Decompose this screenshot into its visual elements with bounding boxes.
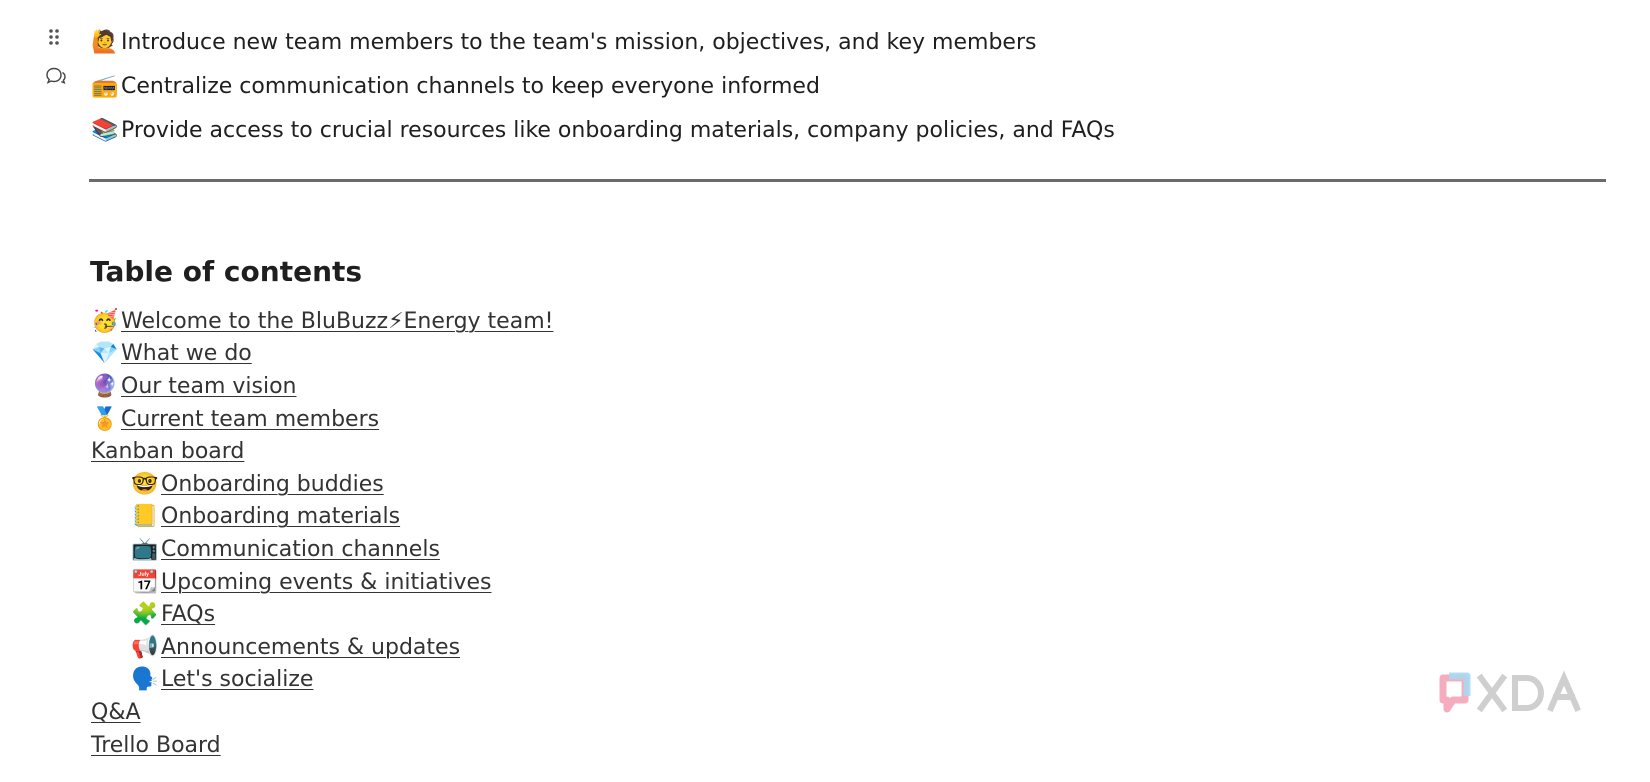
goal-emoji-icon: 📚 bbox=[91, 117, 119, 143]
toc-link[interactable] bbox=[131, 667, 313, 692]
toc-emoji-icon: 📆 bbox=[131, 569, 159, 595]
toc-link[interactable] bbox=[91, 700, 141, 725]
goal-item bbox=[91, 20, 1491, 64]
toc-item bbox=[91, 370, 553, 403]
toc-emoji-icon: 🏅 bbox=[91, 406, 119, 432]
toc-link-label: Announcements & updates bbox=[161, 634, 461, 660]
toc-item bbox=[91, 664, 553, 697]
toc-link-label: Q&A bbox=[91, 699, 141, 725]
goal-text: Centralize communication channels to keep everyone informed bbox=[121, 73, 820, 99]
toc-link-label: Kanban board bbox=[91, 439, 245, 465]
toc-link[interactable] bbox=[91, 407, 379, 432]
drag-handle-icon[interactable] bbox=[44, 27, 64, 47]
toc-link-label: Communication channels bbox=[161, 536, 440, 562]
toc-emoji-icon: 📒 bbox=[131, 504, 159, 530]
toc-link[interactable] bbox=[131, 537, 440, 562]
toc-emoji-icon: 🤓 bbox=[131, 471, 159, 497]
table-of-contents bbox=[91, 305, 553, 761]
toc-link-label: Onboarding buddies bbox=[161, 471, 384, 497]
toc-item bbox=[91, 598, 553, 631]
goal-emoji-icon: 📻 bbox=[91, 73, 119, 99]
toc-link[interactable] bbox=[91, 439, 244, 464]
toc-link-label: What we do bbox=[121, 341, 252, 367]
toc-item bbox=[91, 468, 553, 501]
toc-link-label: Our team vision bbox=[121, 373, 297, 399]
watermark-text: XDA bbox=[1435, 668, 1438, 669]
toc-item bbox=[91, 696, 553, 729]
toc-item bbox=[91, 338, 553, 371]
toc-link-label: Trello Board bbox=[91, 732, 221, 758]
toc-item bbox=[91, 403, 553, 436]
toc-link[interactable] bbox=[91, 374, 296, 399]
goal-item bbox=[91, 64, 1491, 108]
toc-emoji-icon: 📢 bbox=[131, 634, 159, 660]
toc-item bbox=[91, 501, 553, 534]
toc-link[interactable] bbox=[131, 602, 215, 627]
toc-item bbox=[91, 566, 553, 599]
toc-link-label: Current team members bbox=[121, 406, 380, 432]
toc-link[interactable] bbox=[131, 472, 384, 497]
toc-link[interactable] bbox=[91, 733, 221, 758]
toc-link-label: Welcome to the BluBuzz⚡Energy team! bbox=[121, 308, 554, 334]
goal-text: Introduce new team members to the team's mission, objectives, and key members bbox=[121, 29, 1037, 55]
toc-emoji-icon: 🗣️ bbox=[131, 667, 159, 693]
toc-emoji-icon: 🔮 bbox=[91, 373, 119, 399]
goals-list bbox=[91, 20, 1491, 152]
toc-item bbox=[91, 435, 553, 468]
divider bbox=[89, 179, 1606, 182]
toc-link[interactable] bbox=[91, 309, 553, 334]
toc-item bbox=[91, 533, 553, 566]
toc-item bbox=[91, 631, 553, 664]
xda-logo bbox=[1435, 668, 1595, 720]
comment-icon[interactable] bbox=[44, 64, 68, 88]
toc-emoji-icon: 🧩 bbox=[131, 602, 159, 628]
toc-link[interactable] bbox=[91, 341, 252, 366]
toc-link[interactable] bbox=[131, 635, 460, 660]
toc-link[interactable] bbox=[131, 570, 491, 595]
goal-emoji-icon: 🙋 bbox=[91, 29, 119, 55]
toc-emoji-icon: 💎 bbox=[91, 341, 119, 367]
toc-emoji-icon: 🥳 bbox=[91, 308, 119, 334]
toc-link[interactable] bbox=[131, 504, 400, 529]
toc-emoji-icon: 📺 bbox=[131, 536, 159, 562]
toc-link-label: FAQs bbox=[161, 602, 216, 628]
toc-title: Table of contents bbox=[90, 255, 363, 288]
toc-link-label: Let's socialize bbox=[161, 667, 314, 693]
goal-text: Provide access to crucial resources like onboarding materials, company policies, and FAQs bbox=[121, 117, 1115, 143]
toc-link-label: Upcoming events & initiatives bbox=[161, 569, 492, 595]
goal-item bbox=[91, 108, 1491, 152]
toc-item bbox=[91, 305, 553, 338]
toc-item bbox=[91, 729, 553, 762]
toc-link-label: Onboarding materials bbox=[161, 504, 401, 530]
